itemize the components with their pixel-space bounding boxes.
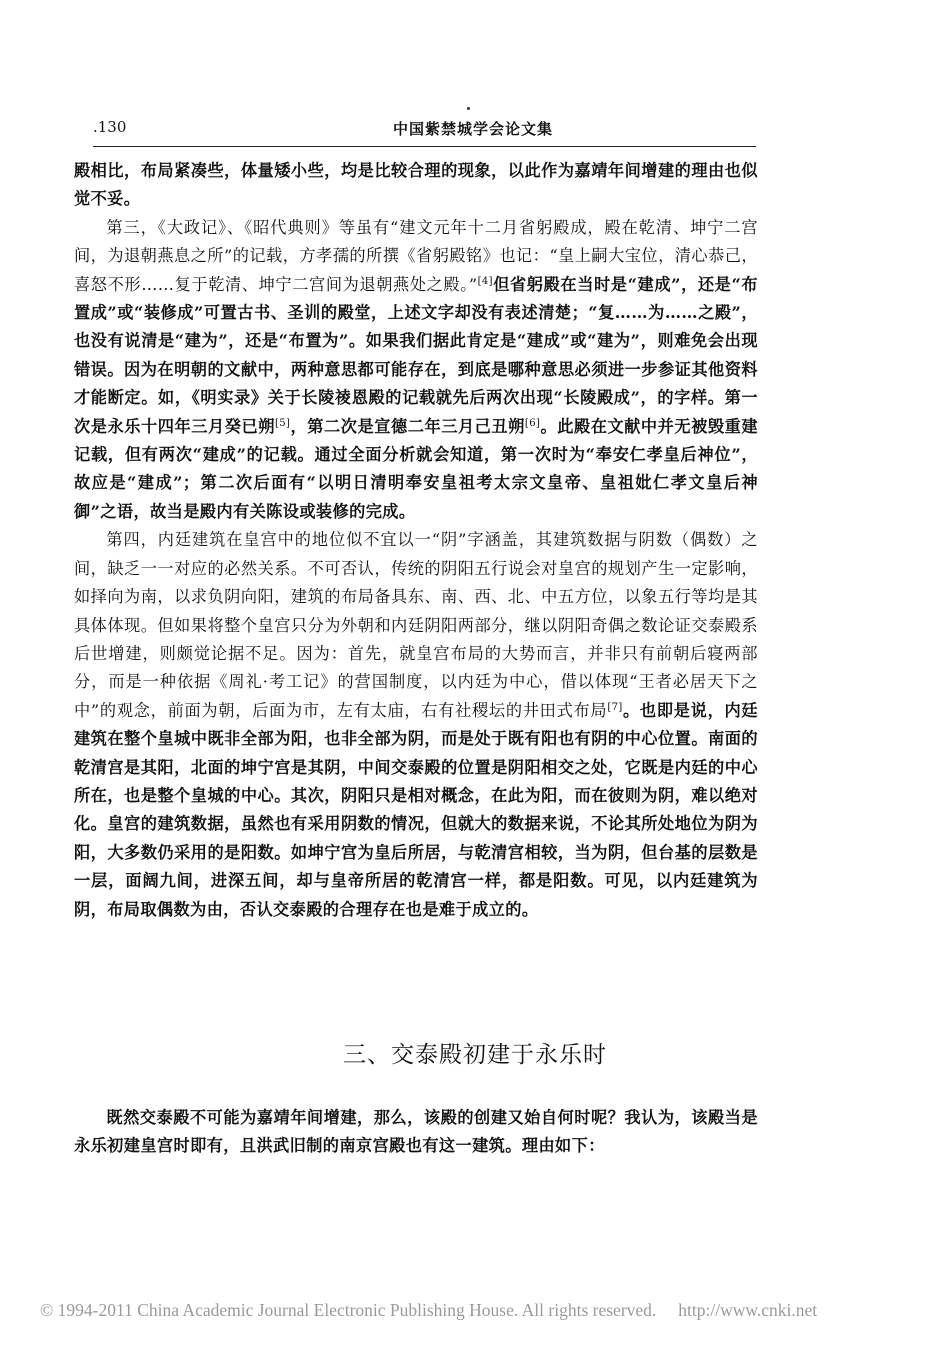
text-run: 。也即是说，内廷建筑在整个皇城中既非全部为阳，也非全部为阴，而是处于既有阳也有阴的中心位置。南面的乾清宫是其阳，北面的坤宁宫是其阴，中间交泰殿的位置是阴阳相交之处，它既是内廷的中心所在，也是整个皇城的中心。其次，阴阳只是相对概念，在此为阳，而在彼则为阴，难以绝对化。皇宫的建筑数据，虽然也有采用阴数的情况，但就大的数据来说，不论其所处地位为阴为阳，大多数仍采用的是阳数。如坤宁宫为皇后所居，与乾清宫相较，当为阴，但台基的层数是一层，面阔九间，进深五间，却与皇帝所居的乾清宫一样，都是阳数。可见，以内廷建筑为阴，布局取偶数为由，否认交泰殿的合理存在也是难于成立的。 <box>74 700 758 919</box>
citation-ref: [6] <box>524 417 541 429</box>
journal-title: 中国紫禁城学会论文集 <box>392 120 553 138</box>
page-header <box>93 118 853 140</box>
cnki-url[interactable]: http://www.cnki.net <box>678 1300 818 1320</box>
text-run: 殿相比，布局紧凑些，体量矮小些，均是比较合理的现象，以此作为嘉靖年间增建的理由也似觉不妥。 <box>74 161 758 209</box>
paragraph <box>74 157 758 214</box>
copyright-notice: © 1994-2011 China Academic Journal Electronic Publishing House. All rights reserved. <box>40 1300 657 1320</box>
paragraph: 既然交泰殿不可能为嘉靖年间增建，那么，该殿的创建又始自何时呢？我认为，该殿当是永乐初建皇宫时即有，且洪武旧制的南京宫殿也有这一建筑。理由如下： <box>74 1108 758 1156</box>
text-run: 第三，《大政记》、《昭代典则》等虽有“建文元年十二月省躬殿成，殿在乾清、坤宁二宫间，为退朝燕息之所”的记载，方孝孺的所撰《省躬殿铭》也记：“皇上嗣大宝位，清心恭己，喜怒不形……复于乾清、坤宁二宫间为退朝燕处之殿。” <box>74 217 758 294</box>
text-run: ，第二次是宣德二年三月己丑朔 <box>290 416 525 436</box>
text-run: 第四，内廷建筑在皇宫中的地位似不宜以一“阴”字涵盖，其建筑数据与阴数（偶数）之间，缺乏一一对应的必然关系。不可否认，传统的阴阳五行说会对皇宫的规划产生一定影响，如择向为南，以求负阴向阳，建筑的布局备具东、南、西、北、中五方位，以象五行等均是其具体体现。但如果将整个皇宫只分为外朝和内廷阴阳两部分，继以阴阳奇偶之数论证交泰殿系后世增建，则颇觉论据不足。因为：首先，就皇宫布局的大势而言，并非只有前朝后寝两部分，而是一种依据《周礼·考工记》的营国制度，以内廷为中心，借以体现“王者必居天下之中”的观念，前面为朝，后面为市，左有太庙，右有社稷坛的井田式布局 <box>74 530 758 720</box>
page-number: .130 <box>93 118 127 136</box>
scan-speck <box>467 107 470 110</box>
text-run: 。此殿在文献中并无被毁重建记载，但有两次“建成”的记载。通过全面分析就会知道，第一次时为“奉安仁孝皇后神位”，故应是“建成”；第二次后面有“以明日清明奉安皇祖考太宗文皇帝、皇祖妣仁孝文皇后神御”之语，故当是殿内有关陈设或装修的完成。 <box>74 416 758 521</box>
text-run: 但省躬殿在当时是“建成”，还是“布置成”或“装修成”可置古书、圣训的殿堂，上述文字却没有表述清楚；“复……为……之殿”，也没有说清是“建为”，还是“布置为”。如果我们据此肯定是“建成”或“建为”，则难免会出现错误。因为在明朝的文献中，两种意思都可能存在，到底是哪种意思必须进一步参证其他资料才能断定。如，《明实录》关于长陵祾恩殿的记载就先后两次出现“长陵殿成”，的字样。第一次是永乐十四年三月癸已朔 <box>74 274 758 436</box>
article-body <box>74 157 758 924</box>
paragraph <box>74 214 758 526</box>
citation-ref: [5] <box>274 417 291 429</box>
citation-ref: [4] <box>477 275 493 287</box>
paragraph <box>74 526 758 924</box>
header-rule <box>93 146 756 147</box>
citation-ref: [7] <box>607 701 623 713</box>
section-heading: 三、交泰殿初建于永乐时 <box>343 1042 607 1068</box>
page-footer <box>40 1300 920 1321</box>
closing-body <box>74 1104 758 1161</box>
